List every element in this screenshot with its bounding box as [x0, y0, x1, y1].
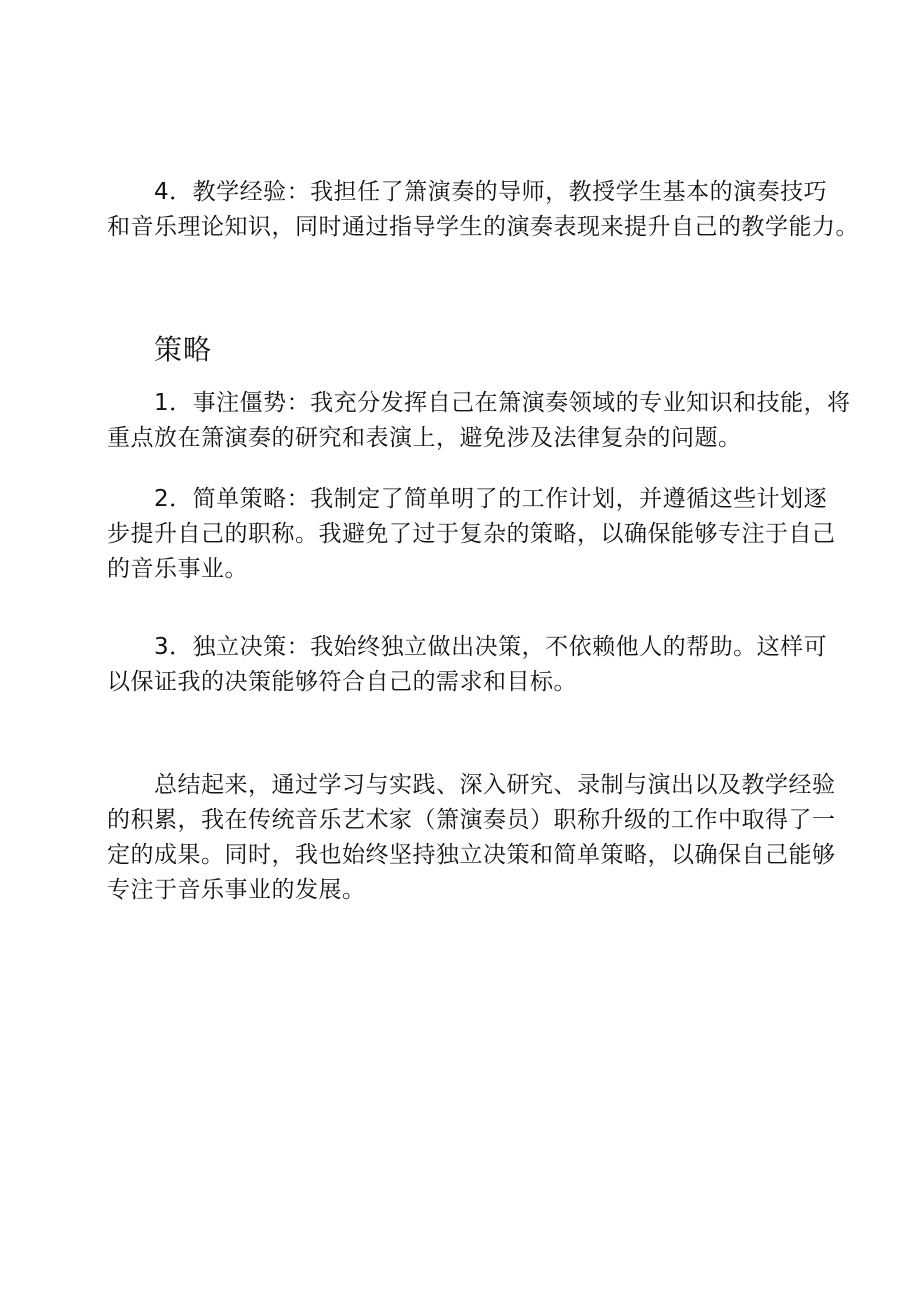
strategy-item-1-line-1: 1．事注僵势：我充分发挥自己在箫演奏领域的专业知识和技能，将	[154, 390, 851, 416]
summary-paragraph	[107, 768, 836, 908]
teaching-line-1: 4．教学经验：我担任了箫演奏的导师，教授学生基本的演奏技巧	[154, 179, 828, 205]
strategy-item-2-line-1: 2．简单策略：我制定了简单明了的工作计划，并遵循这些计划逐	[154, 486, 828, 512]
strategy-item-2-paragraph	[107, 482, 836, 587]
strategy-item-1-line-2: 重点放在箫演奏的研究和表演上，避免涉及法律复杂的问题。	[107, 425, 742, 451]
teaching-experience-paragraph	[107, 175, 859, 245]
teaching-line-2: 和音乐理论知识，同时通过指导学生的演奏表现来提升自己的教学能力。	[107, 214, 859, 240]
summary-line-3: 定的成果。同时，我也始终坚持独立决策和简单策略，以确保自己能够	[107, 842, 836, 868]
summary-line-2: 的积累，我在传统音乐艺术家（箫演奏员）职称升级的工作中取得了一	[107, 807, 836, 833]
summary-line-4: 专注于音乐事业的发展。	[107, 877, 366, 903]
strategy-item-2-line-2: 步提升自己的职称。我避免了过于复杂的策略，以确保能够专注于自己	[107, 521, 836, 547]
summary-line-1: 总结起来，通过学习与实践、深入研究、录制与演出以及教学经验	[154, 772, 836, 798]
strategy-item-2-line-3: 的音乐事业。	[107, 556, 248, 582]
strategy-item-3-line-1: 3．独立决策：我始终独立做出决策，不依赖他人的帮助。这样可	[154, 634, 828, 660]
strategy-item-3-line-2: 以保证我的决策能够符合自己的需求和目标。	[107, 669, 577, 695]
strategy-heading: 策略	[154, 333, 213, 366]
strategy-item-3-paragraph	[107, 630, 827, 700]
strategy-item-1-paragraph	[107, 386, 851, 456]
